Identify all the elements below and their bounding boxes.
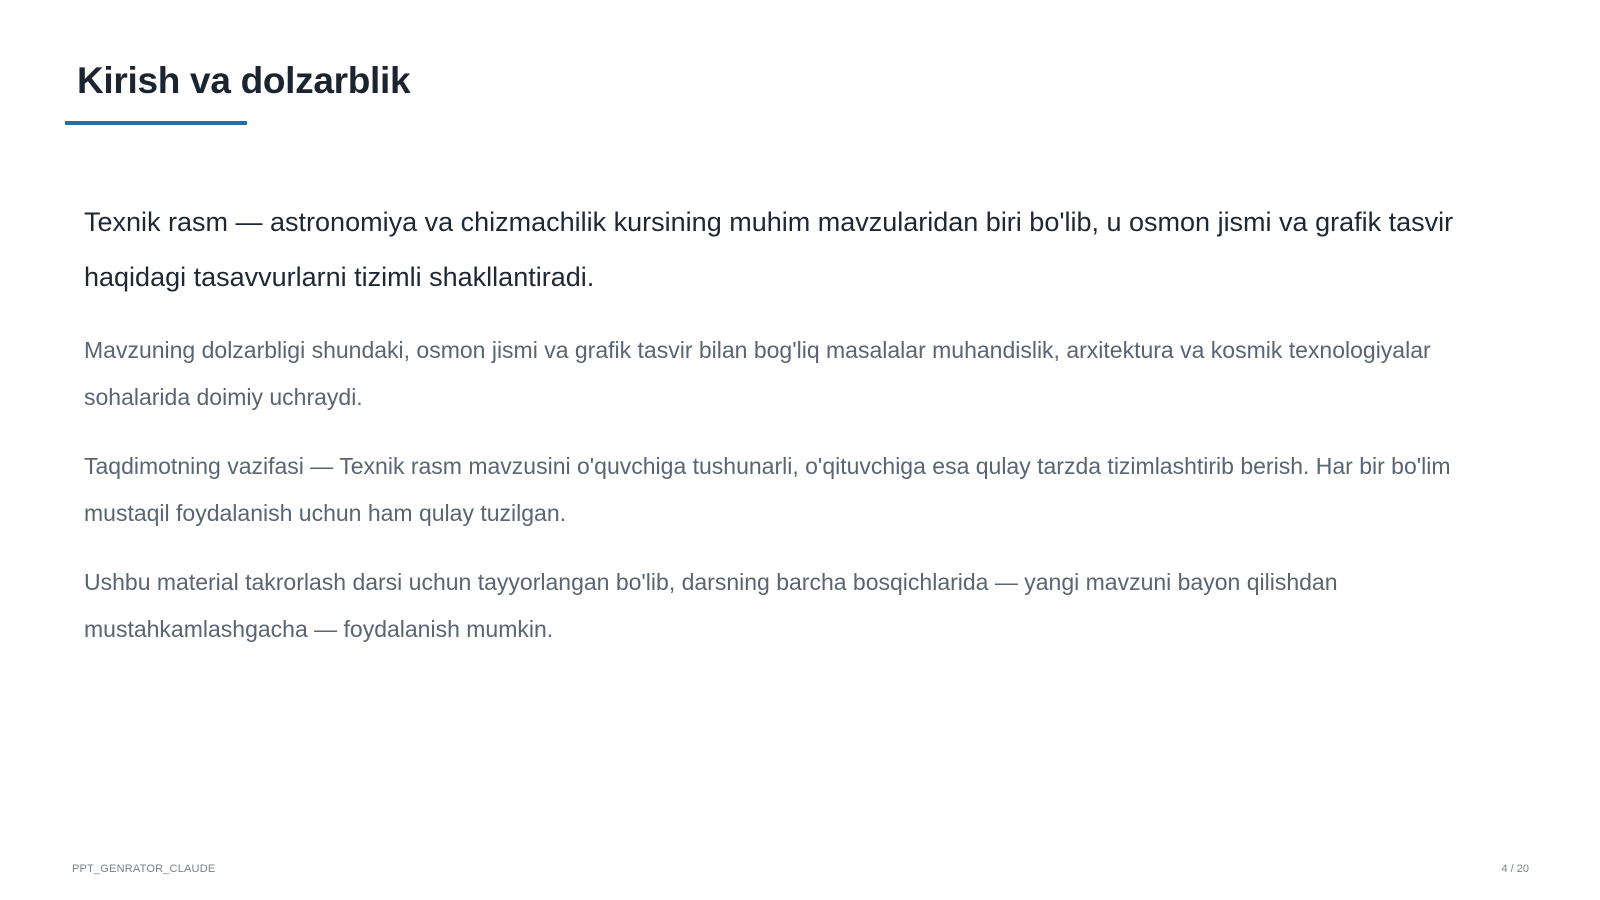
footer-source: PPT_GENRATOR_CLAUDE [72,863,216,875]
body-paragraph-2: Taqdimotning vazifasi — Texnik rasm mavzusini o'quvchiga tushunarli, o'qituvchiga esa qulay tarzda tizimlashtirib berish. Har bir bo'lim mustaqil foydalanish uchun ham qulay tuzilgan. [84,453,1451,526]
slide-content [84,195,1524,675]
body-paragraph-3: Ushbu material takrorlash darsi uchun tayyorlangan bo'lib, darsning barcha bosqichlarida — yangi mavzuni bayon qilishdan mustahkamlashgacha — foydalanish mumkin. [84,569,1338,642]
lead-paragraph: Texnik rasm — astronomiya va chizmachilik kursining muhim mavzularidan biri bo'lib, u osmon jismi va grafik tasvir haqidagi tasavvurlarni tizimli shakllantiradi. [84,207,1454,292]
slide-title: Kirish va dolzarblik [77,60,411,101]
page-number: 4 / 20 [1501,863,1529,875]
title-underline [65,121,247,125]
body-paragraph-1: Mavzuning dolzarbligi shundaki, osmon jismi va grafik tasvir bilan bog'liq masalalar muhandislik, arxitektura va kosmik texnologiyalar sohalarida doimiy uchraydi. [84,337,1431,410]
